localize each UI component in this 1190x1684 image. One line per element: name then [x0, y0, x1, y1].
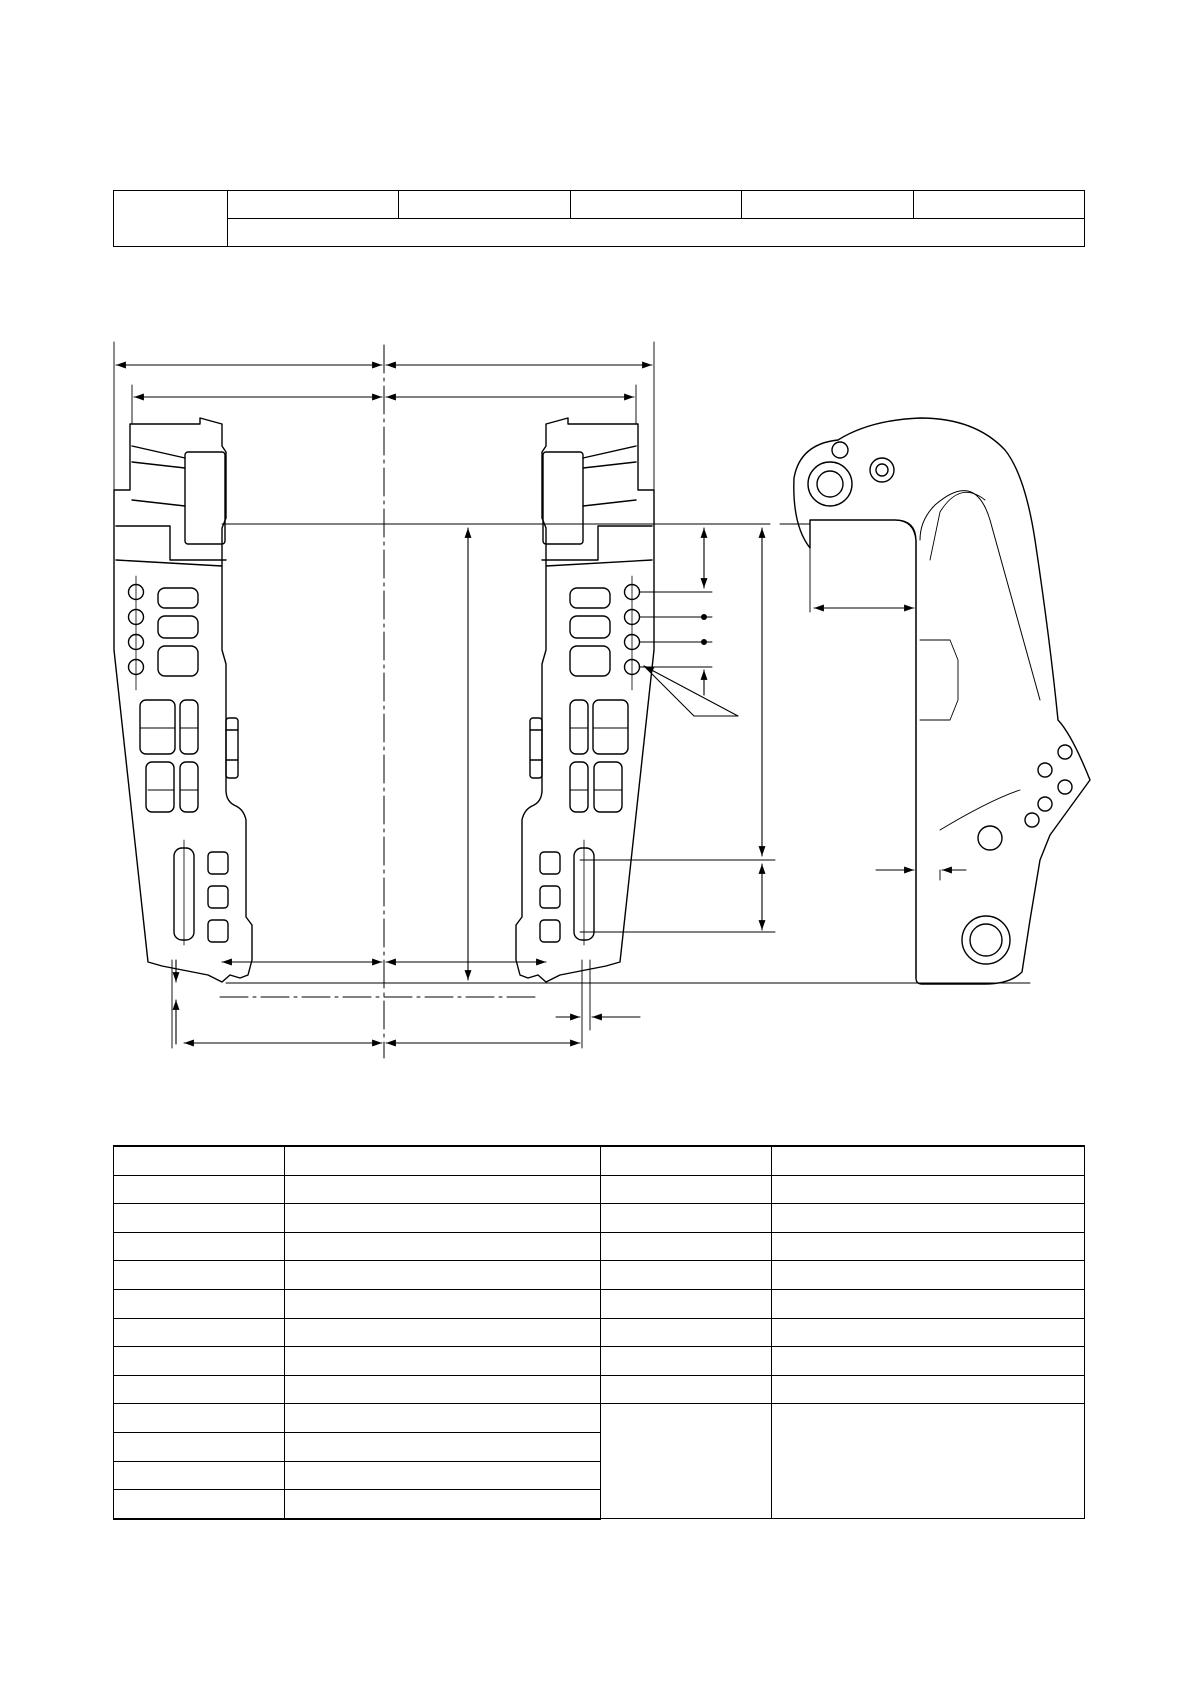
- spec-table: [113, 1145, 1085, 1520]
- spec-table-cell: [114, 1375, 285, 1404]
- spec-table-cell: [114, 1318, 285, 1347]
- spec-table-cell: [772, 1204, 1085, 1233]
- spec-table-cell: [601, 1375, 772, 1404]
- spec-table-cell: [114, 1146, 285, 1175]
- spec-table-merged-cell: [772, 1404, 1085, 1519]
- spec-table-cell: [114, 1232, 285, 1261]
- spec-table-cell: [114, 1490, 285, 1519]
- spec-table-cell: [772, 1146, 1085, 1175]
- spec-table-cell: [114, 1204, 285, 1233]
- spec-table-cell: [772, 1261, 1085, 1290]
- spec-table-row: [114, 1146, 1085, 1175]
- right-bracket-outline: [516, 418, 654, 982]
- spec-table-cell: [285, 1289, 601, 1318]
- spec-table-row: [114, 1175, 1085, 1204]
- spec-table-cell: [772, 1318, 1085, 1347]
- spec-table-cell: [601, 1289, 772, 1318]
- spec-table-cell: [285, 1175, 601, 1204]
- spec-table-cell: [114, 1261, 285, 1290]
- spec-table-cell: [285, 1146, 601, 1175]
- spec-table-row: [114, 1232, 1085, 1261]
- spec-table-cell: [601, 1318, 772, 1347]
- spec-table-cell: [601, 1347, 772, 1376]
- spec-table-cell: [285, 1490, 601, 1519]
- spec-table-merged-cell: [601, 1404, 772, 1519]
- spec-table-cell: [114, 1404, 285, 1433]
- spec-table-cell: [114, 1461, 285, 1490]
- spec-table-cell: [772, 1175, 1085, 1204]
- spec-table-cell: [601, 1146, 772, 1175]
- spec-table-cell: [285, 1375, 601, 1404]
- spec-table-row: [114, 1289, 1085, 1318]
- spec-table-cell: [114, 1432, 285, 1461]
- center-line: [220, 345, 540, 1058]
- dimension-lines: [116, 365, 966, 1044]
- spec-table-cell: [285, 1232, 601, 1261]
- spec-table-row: [114, 1404, 1085, 1433]
- spec-table-row: [114, 1347, 1085, 1376]
- spec-table-cell: [114, 1347, 285, 1376]
- spec-table-cell: [285, 1404, 601, 1433]
- spec-table-row: [114, 1204, 1085, 1233]
- spec-table-cell: [285, 1347, 601, 1376]
- spec-table-cell: [285, 1432, 601, 1461]
- spec-table-row: [114, 1318, 1085, 1347]
- spec-table-cell: [114, 1175, 285, 1204]
- spec-table-cell: [285, 1204, 601, 1233]
- spec-table-row: [114, 1261, 1085, 1290]
- spec-table-cell: [285, 1318, 601, 1347]
- spec-table-cell: [601, 1175, 772, 1204]
- spec-table-cell: [772, 1232, 1085, 1261]
- spec-table-cell: [772, 1375, 1085, 1404]
- dimension-dots: [701, 614, 707, 645]
- spec-table-cell: [601, 1261, 772, 1290]
- spec-table-cell: [285, 1461, 601, 1490]
- spec-table-row: [114, 1375, 1085, 1404]
- left-bracket-outline: [114, 418, 252, 982]
- spec-table-cell: [601, 1204, 772, 1233]
- side-bracket-outline: [794, 418, 1090, 984]
- spec-table-cell: [601, 1232, 772, 1261]
- spec-table-cell: [772, 1289, 1085, 1318]
- spec-table-cell: [772, 1347, 1085, 1376]
- spec-table-cell: [114, 1289, 285, 1318]
- spec-table-cell: [285, 1261, 601, 1290]
